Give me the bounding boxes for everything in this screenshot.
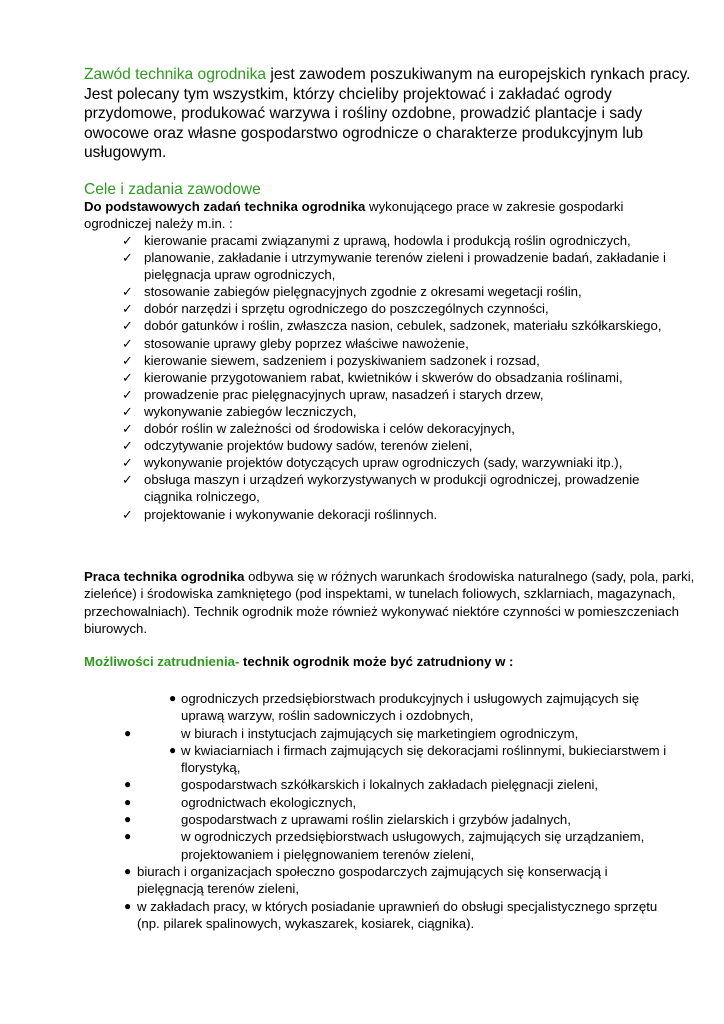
- check-icon: ✓: [122, 250, 133, 266]
- bullet-icon: ●: [124, 794, 132, 809]
- goals-heading: Cele i zadania zawodowe: [84, 181, 261, 198]
- employment-heading: [84, 653, 513, 670]
- list-item: ✓ wykonywanie projektów dotyczących upraw ogrodniczych (sady, warzywniaki itp.),: [122, 455, 623, 471]
- work-text: odbywa się w różnych warunkach środowiska naturalnego (sady, pola, parki, zieleńce) i środowiska zamkniętego (pod inspektami, w tunelach foliowych, szklarniach, magazynach, przechowalniach). Technik ogrodnik może również wykonywać niektóre czynności w pomieszczeniach biurowych.: [84, 569, 695, 637]
- check-icon: ✓: [122, 455, 133, 471]
- list-item: ✓ stosowanie zabiegów pielęgnacyjnych zgodnie z okresami wegetacji roślin,: [122, 284, 582, 300]
- tasks-checklist: [120, 232, 690, 523]
- bullet-icon: ●: [124, 812, 132, 827]
- list-item: ✓ planowanie, zakładanie i utrzymywanie terenów zieleni i prowadzenie badań, zakładanie i pielęgnacja upraw ogrodniczych,: [122, 250, 666, 283]
- employment-list: [0, 690, 724, 932]
- check-icon: ✓: [122, 335, 133, 351]
- check-icon: ✓: [122, 352, 133, 368]
- bullet-icon: ●: [124, 725, 132, 740]
- goals-lead: [84, 198, 624, 232]
- list-item: ✓ obsługa maszyn i urządzeń wykorzystywanych w produkcji ogrodniczej, prowadzenie ciągnika rolniczego,: [122, 472, 640, 505]
- work-bold: Praca technika ogrodnika: [84, 569, 245, 584]
- list-item: ✓ wykonywanie zabiegów leczniczych,: [122, 403, 357, 419]
- check-icon: ✓: [122, 472, 133, 488]
- bullet-icon: ●: [124, 898, 132, 913]
- list-item: ● w zakładach pracy, w których posiadanie uprawnień do obsługi specjalistycznego sprzętu (np. pilarek spalinowych, wykaszarek, kosiarek, ciągnika).: [124, 898, 658, 931]
- check-icon: ✓: [122, 369, 133, 385]
- list-item: ✓ kierowanie pracami związanymi z uprawą, hodowla i produkcją roślin ogrodniczych,: [122, 233, 631, 248]
- check-icon: ✓: [122, 386, 133, 402]
- list-item: ✓ projektowanie i wykonywanie dekoracji roślinnych.: [122, 506, 438, 522]
- list-item: ✓ prowadzenie prac pielęgnacyjnych upraw, nasadzeń i starych drzew,: [122, 386, 544, 402]
- list-item: ● biurach i organizacjach społeczno gospodarczych zajmujących się konserwacją i pielęgnacją terenów zieleni,: [124, 863, 608, 897]
- bullet-icon: ●: [124, 863, 132, 878]
- employment-title: Możliwości zatrudnienia-: [84, 654, 240, 669]
- goals-lead-text: wykonującego prace w zakresie gospodarki ogrodniczej należy m.in. :: [84, 199, 624, 231]
- list-item: ✓ kierowanie siewem, sadzeniem i pozyskiwaniem sadzonek i rozsad,: [122, 352, 540, 368]
- bullet-icon: ●: [124, 829, 132, 844]
- intro-title: Zawód technika ogrodnika: [84, 66, 267, 83]
- bullet-icon: ●: [169, 691, 177, 705]
- check-icon: ✓: [122, 318, 133, 334]
- goals-lead-bold: Do podstawowych zadań technika ogrodnika: [84, 199, 366, 214]
- list-item: ✓ dobór gatunków i roślin, zwłaszcza nasion, cebulek, sadzonek, materiału szkółkarskiego,: [122, 318, 662, 334]
- check-icon: ✓: [122, 284, 133, 300]
- work-paragraph: [84, 568, 696, 638]
- list-item: ● ogrodniczych przedsiębiorstwach produkcyjnych i usługowych zajmujących się uprawą warzyw, roślin sadowniczych i ozdobnych,: [169, 691, 640, 724]
- list-item: ● gospodarstwach z uprawami roślin zielarskich i grzybów jadalnych,: [124, 812, 571, 828]
- list-item: ✓ odczytywanie projektów budowy sadów, terenów zieleni,: [122, 438, 473, 454]
- employment-subtitle: technik ogrodnik może być zatrudniony w :: [239, 654, 514, 669]
- check-icon: ✓: [122, 438, 133, 454]
- check-icon: ✓: [122, 506, 133, 522]
- intro-text: jest zawodem poszukiwanym na europejskich rynkach pracy. Jest polecany tym wszystkim, którzy chcieliby projektować i zakładać ogrody przydomowe, produkować warzywa i rośliny ozdobne, prowadzić plantacje i sady owocowe oraz własne gospodarstwo ogrodnicze o charakterze produkcyjnym lub usługowym.: [84, 66, 691, 162]
- list-item: ✓ stosowanie uprawy gleby poprzez właściwe nawożenie,: [122, 335, 469, 351]
- list-item: ✓ dobór roślin w zależności od środowiska i celów dekoracyjnych,: [122, 421, 515, 437]
- bullet-icon: ●: [124, 777, 132, 792]
- check-icon: ✓: [122, 301, 133, 317]
- intro-paragraph: [84, 65, 694, 163]
- list-item: ● w ogrodniczych przedsiębiorstwach usługowych, zajmujących się urządzaniem, projektowaniem i pielęgnowaniem terenów zieleni,: [124, 829, 645, 862]
- check-icon: ✓: [122, 233, 133, 248]
- list-item: ● w kwiaciarniach i firmach zajmujących się dekoracjami roślinnymi, bukieciarstwem i florystyką,: [169, 742, 667, 776]
- list-item: ● ogrodnictwach ekologicznych,: [124, 794, 357, 810]
- list-item: ● w biurach i instytucjach zajmujących się marketingiem ogrodniczym,: [124, 725, 579, 741]
- check-icon: ✓: [122, 421, 133, 437]
- list-item: ✓ kierowanie przygotowaniem rabat, kwietników i skwerów do obsadzania roślinami,: [122, 369, 623, 385]
- list-item: ✓ dobór narzędzi i sprzętu ogrodniczego do poszczególnych czynności,: [122, 301, 549, 317]
- bullet-icon: ●: [169, 742, 177, 757]
- list-item: ● gospodarstwach szkółkarskich i lokalnych zakładach pielęgnacji zieleni,: [124, 777, 599, 793]
- check-icon: ✓: [122, 403, 133, 419]
